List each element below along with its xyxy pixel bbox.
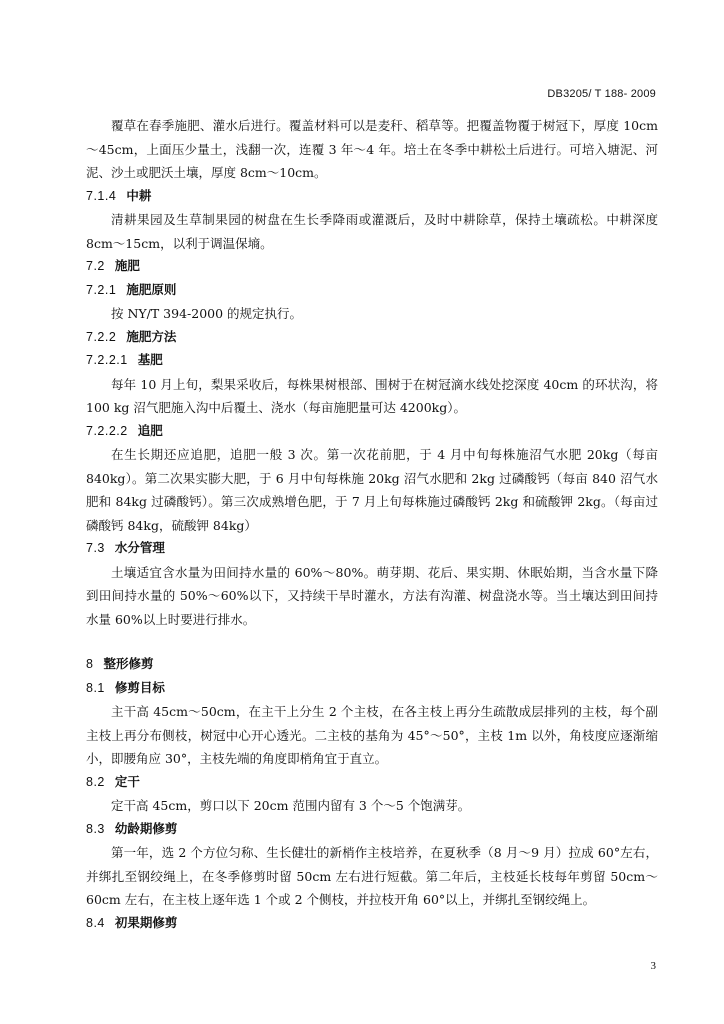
section-title: 修剪目标 (114, 680, 165, 695)
paragraph: 定干高 45cm，剪口以下 20cm 范围内留有 3 个～5 个饱满芽。 (111, 798, 471, 813)
section-number: 8.4 (86, 915, 105, 930)
section-heading (86, 677, 658, 701)
section-heading (86, 255, 658, 279)
document-body (86, 114, 658, 935)
paragraph: 土壤适宜含水量为田间持水量的 60%～80%。萌芽期、花后、果实期、休眠始期，当含水量下降到田间持水量的 50%～60%以下，又持续干旱时灌水，方法有沟灌、树盘浇水等。当土壤达到田间持水量 60%以上时要进行排水。 (86, 564, 658, 627)
section-spacer (86, 631, 658, 653)
section-number: 7.3 (86, 541, 105, 555)
section-number: 7.2.2.2 (86, 423, 128, 438)
paragraph: 按 NY/T 394-2000 的规定执行。 (111, 306, 303, 321)
page-number: 3 (650, 960, 656, 972)
section-number: 7.1.4 (86, 188, 117, 203)
section-title: 幼龄期修剪 (114, 821, 178, 836)
section-title: 水分管理 (114, 541, 165, 555)
section-number: 7.2.1 (86, 282, 117, 297)
section-heading (86, 771, 658, 795)
paragraph: 在生长期还应追肥，追肥一般 3 次。第一次花前肥，于 4 月中旬每株施沼气水肥 20kg（每亩 840kg）。第二次果实膨大肥，于 6 月中旬每株施 20kg 沼气水肥和 2kg 过磷酸钙（每亩 840 沼气水肥和 84kg 过磷酸钙）。第三次成熟增色肥，于 7 月上旬每株施过磷酸钙 2kg 和硫酸钾 2kg。（每亩过磷酸钙 84kg，硫酸钾 84kg） (86, 447, 658, 533)
paragraph: 每年 10 月上旬，梨果采收后，每株果树根部、围树于在树冠滴水线处挖深度 40cm 的环状沟，将 100 kg 沼气肥施入沟中后覆土、浇水（每亩施肥量可达 4200kg）。 (86, 376, 658, 415)
section-heading (86, 818, 658, 842)
paragraph: 清耕果园及生草制果园的树盘在生长季降雨或灌溉后，及时中耕除草，保持土壤疏松。中耕深度8cm～15cm，以利于调温保墒。 (86, 212, 658, 251)
standard-code: DB3205/ T 188- 2009 (547, 88, 656, 100)
section-heading (86, 537, 658, 561)
section-title: 定干 (114, 774, 140, 789)
section-heading (86, 912, 658, 936)
section-heading (86, 185, 658, 209)
section-title: 整形修剪 (103, 657, 154, 671)
section-title: 施肥原则 (126, 282, 177, 297)
section-heading (86, 653, 658, 677)
paragraph: 第一年，选 2 个方位匀称、生长健壮的新梢作主枝培养，在夏秋季（8 月～9 月）拉成 60°左右，并绑扎至钢绞绳上，在冬季修剪时留 50cm 左右进行短截。第二年后，主枝延长枝每年剪留 50cm～60cm 左右，在主枝上逐年选 1 个或 2 个侧枝，并拉枝开角 60°以上，并绑扎至钢绞绳上。 (86, 845, 658, 907)
section-heading (86, 279, 658, 303)
section-heading (86, 349, 658, 373)
paragraph: 覆草在春季施肥、灌水后进行。覆盖材料可以是麦秆、稻草等。把覆盖物覆于树冠下，厚度 10cm～45cm，上面压少量土，浅翻一次，连覆 3 年～4 年。培土在冬季中耕松土后进行。可培入塘泥、河泥、沙土或肥沃土壤，厚度 8cm～10cm。 (86, 118, 658, 180)
section-title: 施肥方法 (126, 329, 177, 344)
section-title: 初果期修剪 (114, 915, 178, 930)
section-number: 7.2.2 (86, 329, 117, 344)
section-title: 中耕 (126, 188, 152, 203)
section-number: 8.3 (86, 821, 105, 836)
section-number: 8 (86, 657, 94, 671)
section-heading (86, 326, 658, 350)
paragraph: 主干高 45cm～50cm，在主干上分生 2 个主枝，在各主枝上再分生疏散成层排列的主枝，每个副主枝上再分布侧枝，树冠中心开心透光。二主枝的基角为 45°～50°，主枝 1m 以外，角枝度应逐渐缩小，即腰角应 30°，主枝先端的角度即梢角宜于直立。 (86, 704, 658, 766)
section-number: 7.2.2.1 (86, 353, 128, 367)
section-number: 8.2 (86, 774, 105, 789)
section-title: 基肥 (137, 353, 163, 367)
section-heading (86, 420, 658, 444)
section-title: 施肥 (114, 259, 140, 273)
section-number: 8.1 (86, 680, 105, 695)
section-number: 7.2 (86, 259, 105, 273)
section-title: 追肥 (137, 423, 163, 438)
